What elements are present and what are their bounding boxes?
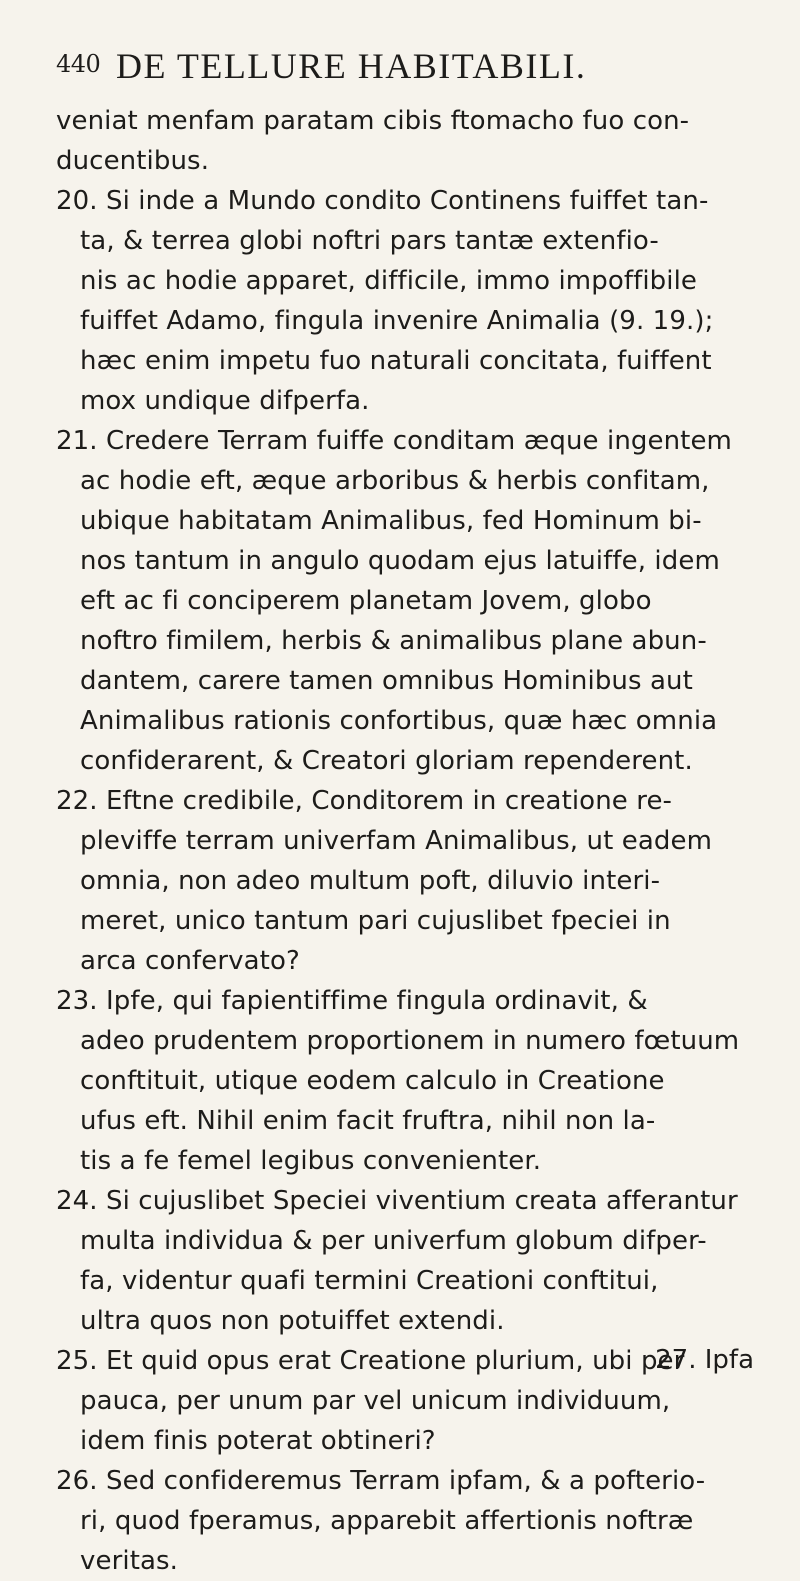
text-line: nis ac hodie apparet, difficile, immo impoffibile bbox=[80, 266, 698, 296]
text-line: pleviffe terram univerfam Animalibus, ut eadem bbox=[80, 826, 713, 856]
paragraph-22 bbox=[56, 781, 754, 981]
text-line: fa, videntur quafi termini Creationi conftitui, bbox=[80, 1266, 659, 1296]
text-line: adeo prudentem proportionem in numero fœtuum bbox=[80, 1026, 740, 1056]
paragraph-23 bbox=[56, 981, 754, 1181]
text-line: ubique habitatam Animalibus, fed Hominum bi- bbox=[80, 506, 702, 536]
text-line: hæc enim impetu fuo naturali concitata, fuiffent bbox=[80, 346, 712, 376]
paragraph-26 bbox=[56, 1461, 754, 1581]
text-line: ducentibus. bbox=[56, 146, 210, 176]
page-number: 440 bbox=[56, 50, 101, 78]
text-line: 21. Credere Terram fuiffe conditam æque ingentem bbox=[56, 426, 732, 456]
text-line: ta, & terrea globi noftri pars tantæ extenfio- bbox=[80, 226, 659, 256]
text-line: confiderarent, & Creatori gloriam rependerent. bbox=[80, 746, 693, 776]
text-line: 23. Ipfe, qui fapientiffime fingula ordinavit, & bbox=[56, 986, 648, 1016]
text-line: multa individua & per univerfum globum difper- bbox=[80, 1226, 707, 1256]
text-line: mox undique difperfa. bbox=[80, 386, 370, 416]
catchword-row bbox=[56, 1340, 754, 1380]
text-line: ufus eft. Nihil enim facit fruftra, nihil non la- bbox=[80, 1106, 656, 1136]
text-line: 20. Si inde a Mundo condito Continens fuiffet tan- bbox=[56, 186, 709, 216]
text-line: omnia, non adeo multum poft, diluvio interi- bbox=[80, 866, 661, 896]
text-line: nos tantum in angulo quodam ejus latuiffe, idem bbox=[80, 546, 720, 576]
text-line: 26. Sed confideremus Terram ipfam, & a pofterio- bbox=[56, 1466, 706, 1496]
text-line: arca confervato? bbox=[80, 946, 300, 976]
text-line: Animalibus rationis confortibus, quæ hæc omnia bbox=[80, 706, 718, 736]
text-line: 25. Et quid opus erat Creatione plurium, ubi per bbox=[56, 1346, 685, 1376]
text-line: fuiffet Adamo, fingula invenire Animalia (9. 19.); bbox=[80, 306, 714, 336]
page-header bbox=[56, 12, 746, 86]
text-line: dantem, carere tamen omnibus Hominibus aut bbox=[80, 666, 693, 696]
paragraph-24 bbox=[56, 1181, 754, 1341]
text-line: 22. Eftne credibile, Conditorem in creatione re- bbox=[56, 786, 673, 816]
text-line: tis a fe femel legibus convenienter. bbox=[80, 1146, 542, 1176]
text-line: veniat menfam paratam cibis ftomacho fuo con- bbox=[56, 106, 690, 136]
catchword: 27. Ipfa bbox=[655, 1345, 754, 1375]
text-line: pauca, per unum par vel unicum individuum, bbox=[80, 1386, 671, 1416]
text-line: eft ac fi conciperem planetam Jovem, globo bbox=[80, 586, 652, 616]
text-line: idem finis poterat obtineri? bbox=[80, 1426, 436, 1456]
paragraph-continuation bbox=[56, 101, 754, 181]
text-line: veritas. bbox=[80, 1546, 179, 1576]
text-line: ultra quos non potuiffet extendi. bbox=[80, 1306, 505, 1336]
running-title: DE TELLURE HABITABILI. bbox=[116, 46, 587, 86]
text-line: noftro fimilem, herbis & animalibus plane abun- bbox=[80, 626, 707, 656]
paragraph-21 bbox=[56, 421, 754, 781]
text-line: ac hodie eft, æque arboribus & herbis confitam, bbox=[80, 466, 710, 496]
text-line: meret, unico tantum pari cujuslibet fpeciei in bbox=[80, 906, 671, 936]
text-line: conftituit, utique eodem calculo in Creatione bbox=[80, 1066, 665, 1096]
paragraph-20 bbox=[56, 181, 754, 421]
text-line: ri, quod fperamus, apparebit affertionis noftræ bbox=[80, 1506, 694, 1536]
text-line: 24. Si cujuslibet Speciei viventium creata afferantur bbox=[56, 1186, 738, 1216]
